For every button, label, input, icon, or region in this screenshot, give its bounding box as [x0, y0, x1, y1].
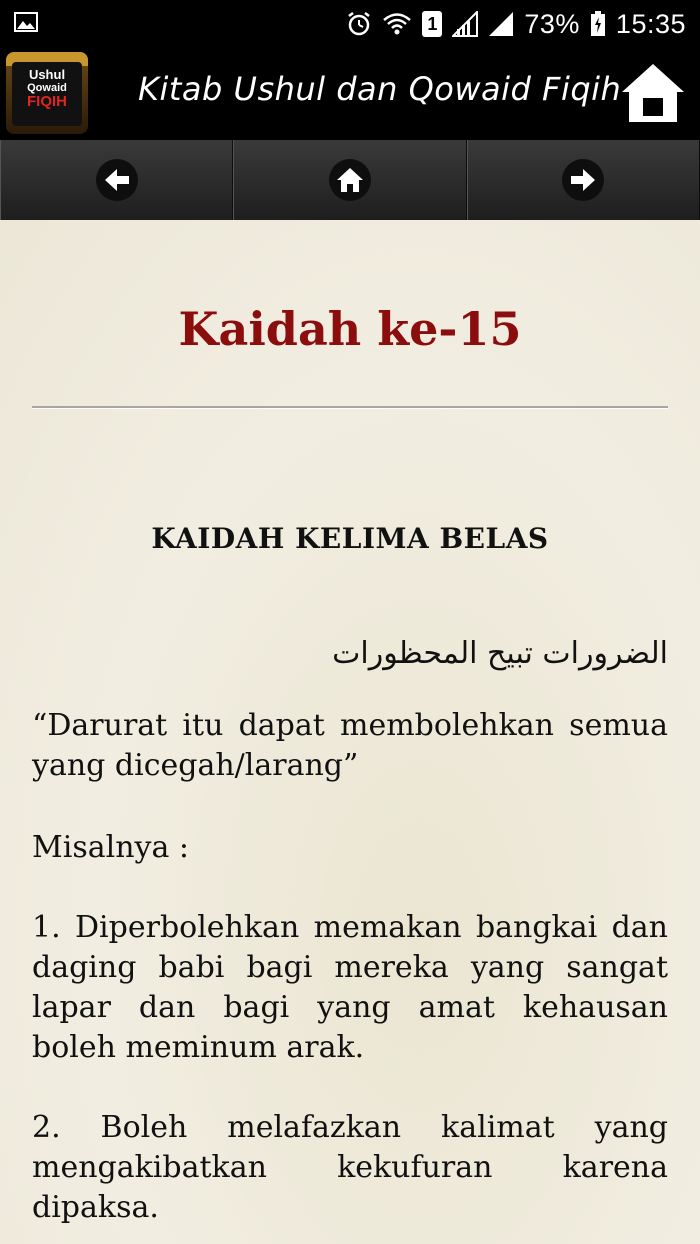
arrow-left-icon	[103, 166, 131, 194]
battery-percent: 73%	[524, 8, 580, 39]
home-icon[interactable]	[620, 60, 686, 126]
home-button[interactable]	[233, 140, 466, 220]
app-logo: Ushul Qowaid FIQIH	[6, 52, 88, 134]
alarm-icon	[346, 11, 372, 37]
navigation-bar	[0, 140, 700, 220]
status-bar	[0, 0, 700, 48]
page-title: Kaidah ke-15	[178, 302, 522, 356]
list-item: 1. Diperbolehkan memakan bangkai dan daging babi bagi mereka yang sangat lapar dan bagi yang amat kehausan boleh meminum arak.	[32, 910, 668, 1065]
signal-icon	[488, 11, 514, 37]
app-title: Kitab Ushul dan Qowaid Fiqih	[138, 70, 622, 108]
home-icon	[336, 166, 364, 194]
back-button[interactable]	[0, 140, 233, 220]
image-icon	[14, 12, 38, 32]
arrow-right-icon	[569, 166, 597, 194]
example-label: Misalnya :	[32, 830, 189, 865]
clock: 15:35	[615, 8, 686, 39]
translation-text: “Darurat itu dapat membolehkan semua yang dicegah/larang”	[32, 708, 668, 783]
forward-button[interactable]	[467, 140, 700, 220]
content-area[interactable]	[0, 220, 700, 1244]
sim-icon: 1	[422, 11, 442, 37]
list-item: 2. Boleh melafazkan kalimat yang mengakibatkan kekufuran karena dipaksa.	[32, 1110, 668, 1225]
divider	[32, 406, 668, 409]
arabic-text: الضرورات تبيح المحظورات	[332, 636, 668, 671]
signal-icon	[452, 11, 478, 37]
wifi-icon	[382, 11, 412, 37]
section-title: KAIDAH KELIMA BELAS	[151, 522, 549, 555]
app-bar	[0, 48, 700, 140]
battery-icon	[590, 11, 606, 37]
